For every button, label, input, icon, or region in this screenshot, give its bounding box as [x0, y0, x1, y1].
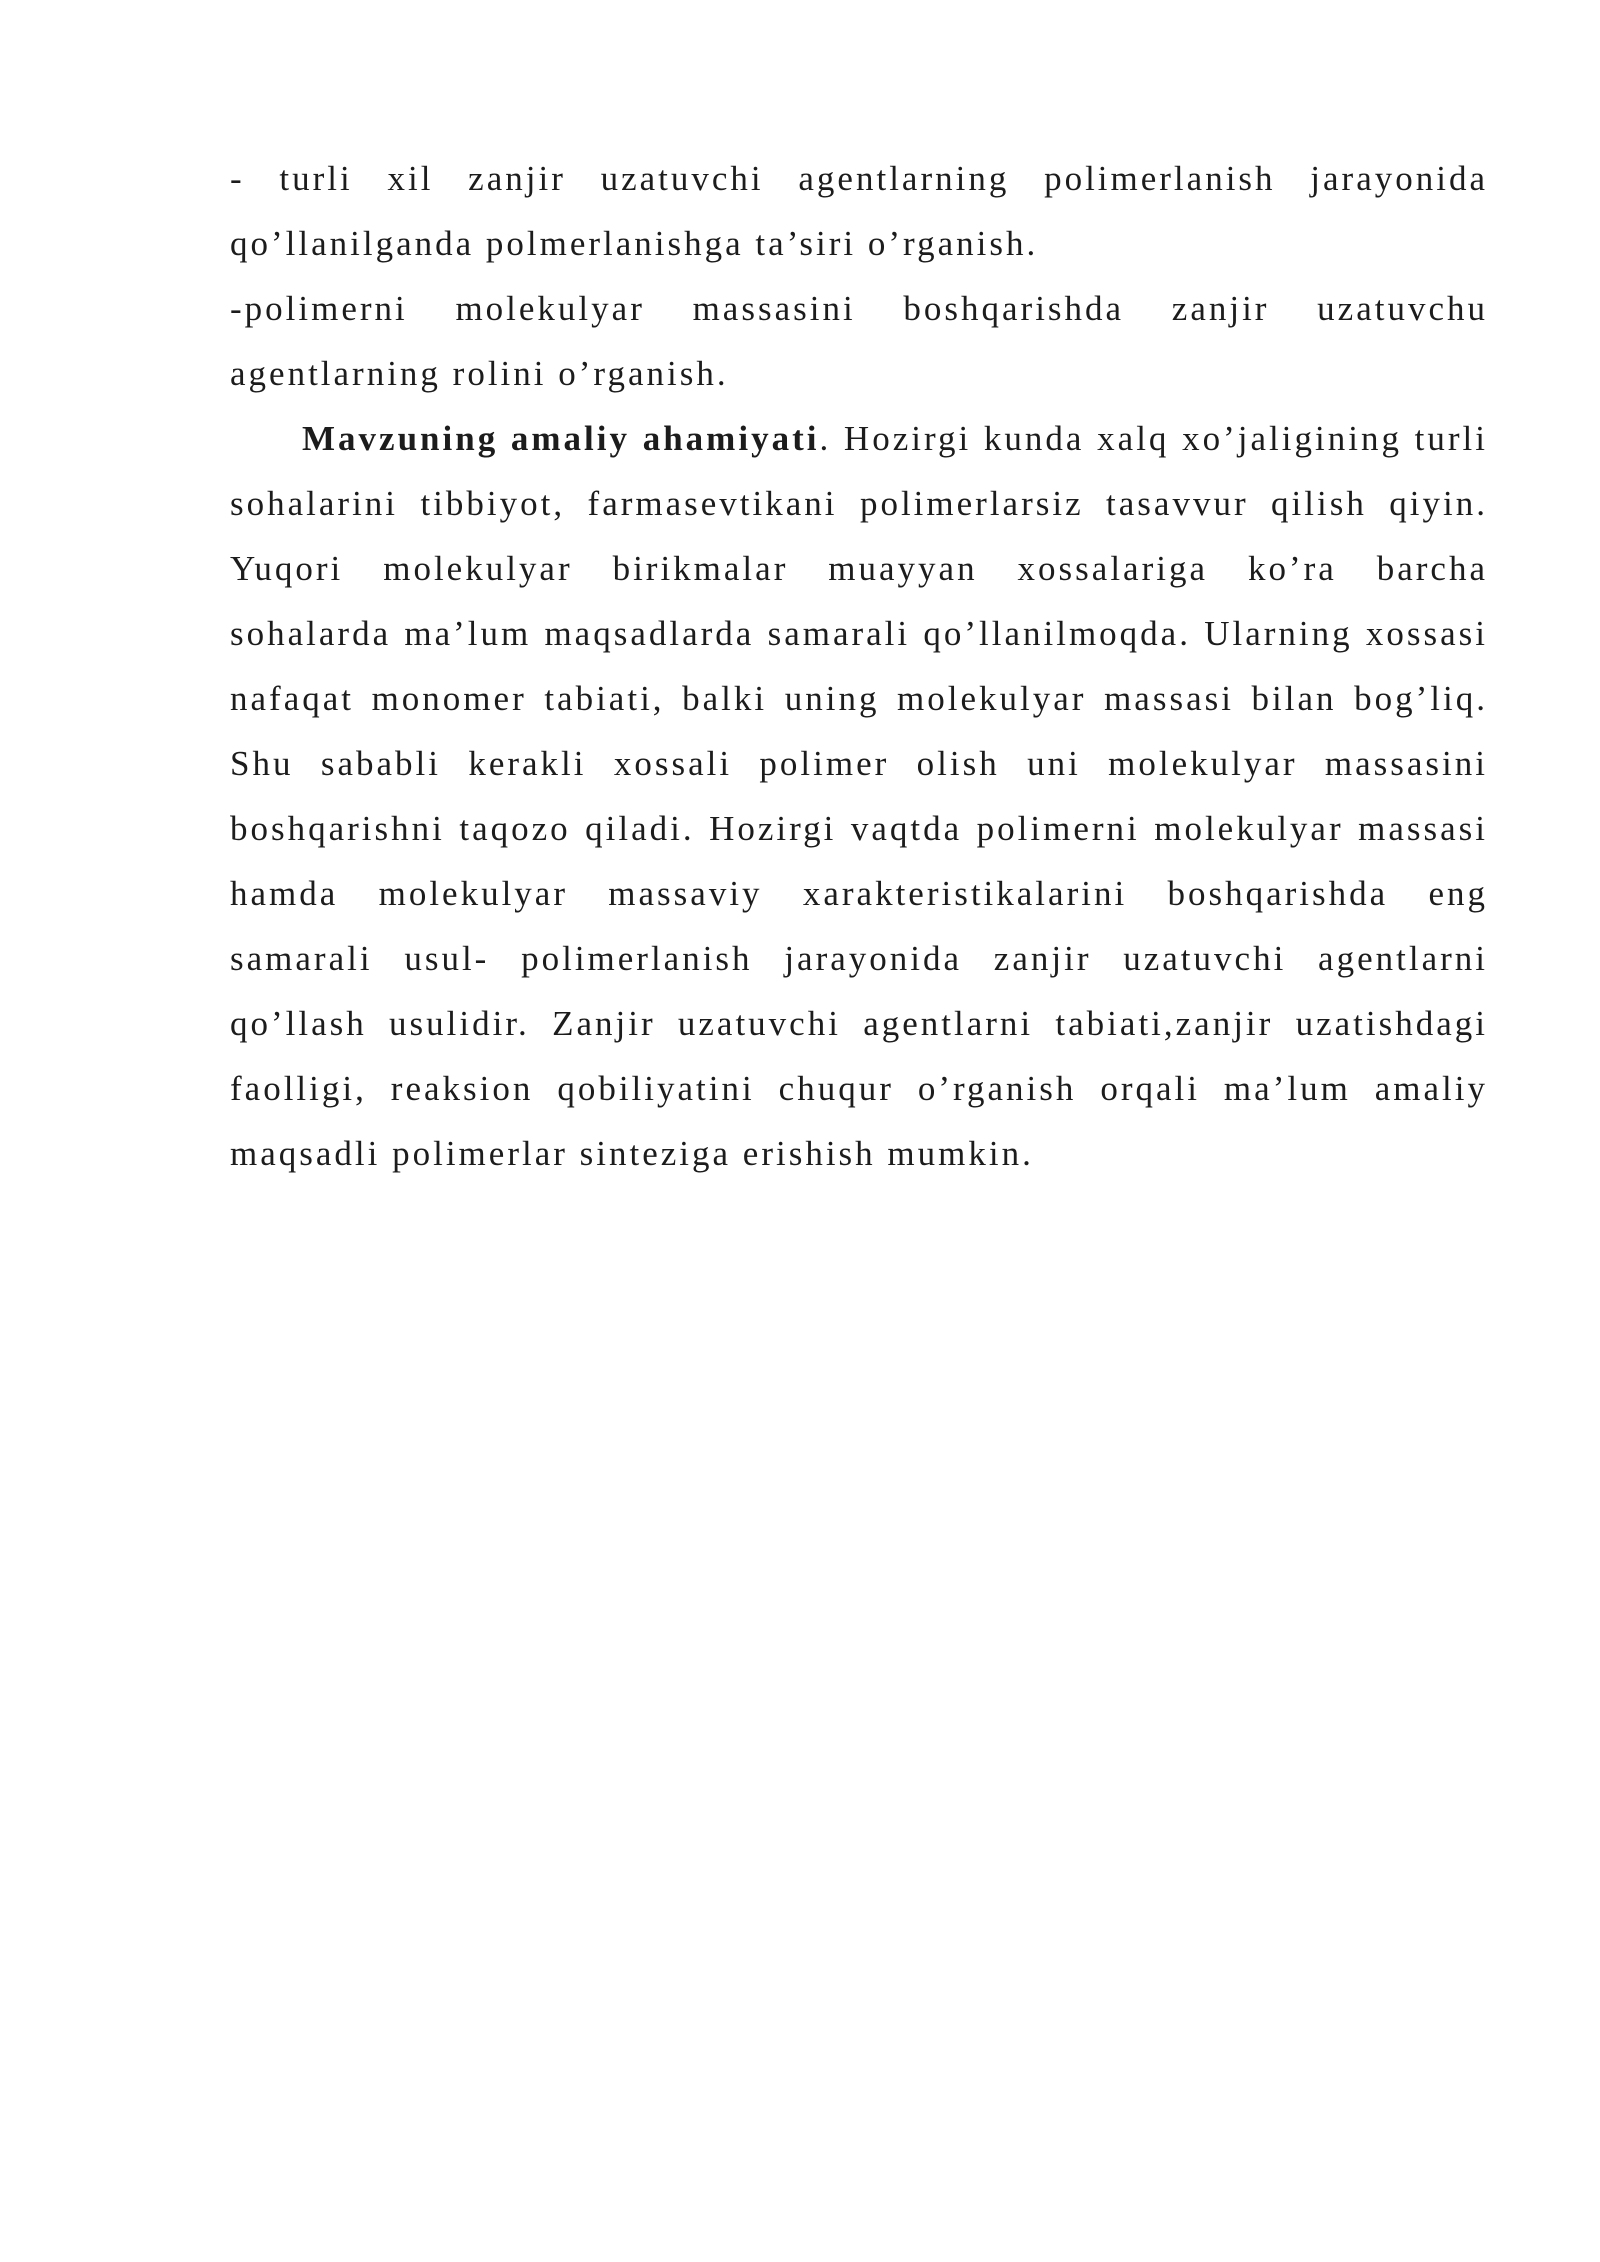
objective-paragraph-2: -polimerni molekulyar massasini boshqarishda zanjir uzatuvchu agentlarning rolini o’rganish. [230, 289, 1488, 393]
objective-paragraph-1: - turli xil zanjir uzatuvchi agentlarning polimerlanish jarayonida qo’llanilganda polmerlanishga ta’siri o’rganish. [230, 159, 1488, 263]
practical-significance-text: . Hozirgi kunda xalq xo’jaligining turli sohalarini tibbiyot, farmasevtikani polimerlarsiz tasavvur qilish qiyin. Yuqori molekulyar birikmalar muayyan xossalariga ko’ra barcha sohalarda ma’lum maqsadlarda samarali qo’llanilmoqda. Ularning xossasi nafaqat monomer tabiati, balki uning molekulyar massasi bilan bog’liq. Shu sababli kerakli xossali polimer olish uni molekulyar massasini boshqarishni taqozo qiladi. Hozirgi vaqtda polimerni molekulyar massasi hamda molekulyar massaviy xarakteristikalarini boshqarishda eng samarali usul- polimerlanish jarayonida zanjir uzatuvchi agentlarni qo’llash usulidir. Zanjir uzatuvchi agentlarni tabiati,zanjir uzatishdagi faolligi, reaksion qobiliyatini chuqur o’rganish orqali ma’lum amaliy maqsadli polimerlar sinteziga erishish mumkin. [230, 419, 1488, 1173]
practical-significance-paragraph [230, 406, 1488, 1186]
document-body [230, 146, 1488, 1186]
practical-significance-heading: Mavzuning amaliy ahamiyati [302, 419, 820, 458]
